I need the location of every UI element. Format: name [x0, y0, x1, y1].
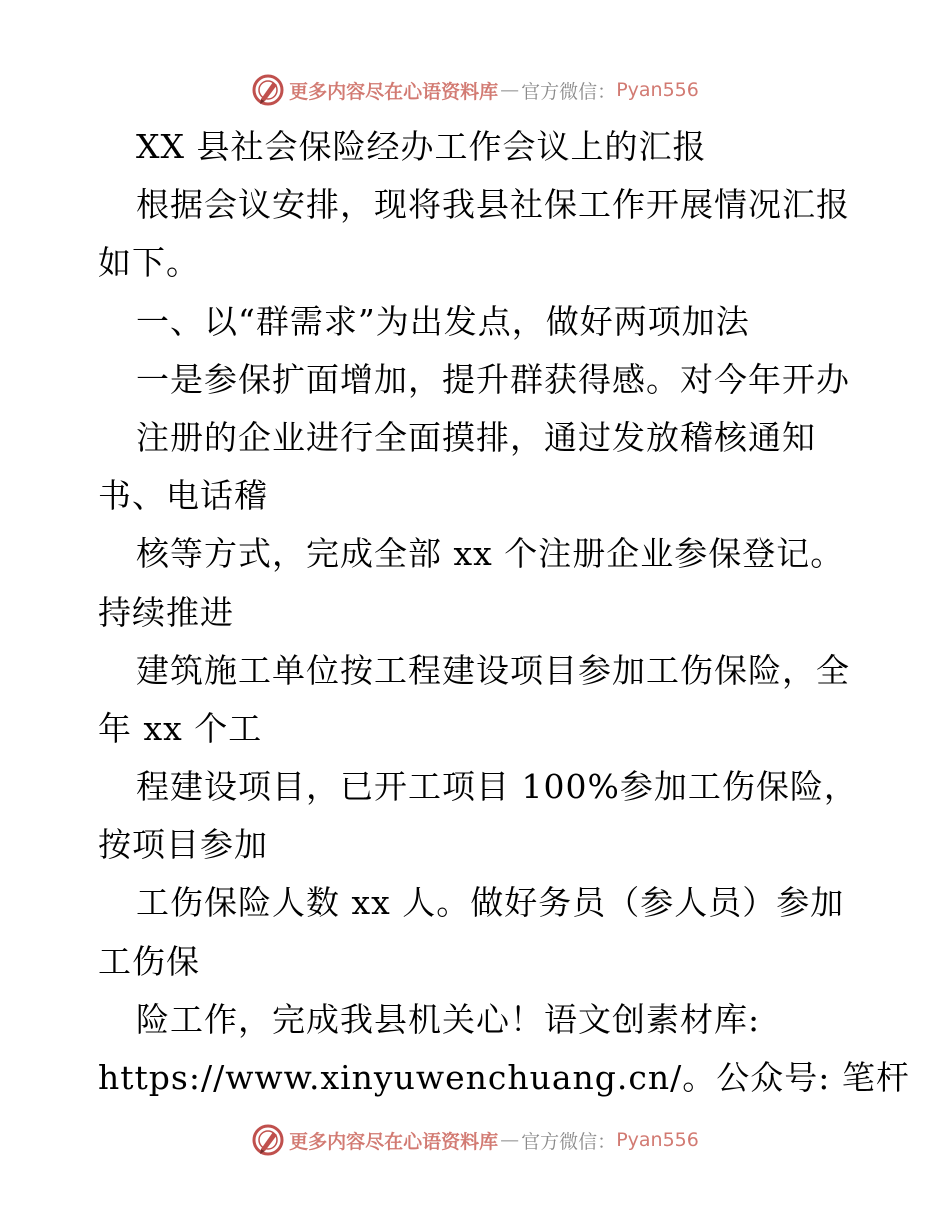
banner-contact-label: 官方微信：: [521, 1130, 617, 1153]
document-line: 注册的企业进行全面摸排，通过发放稽核通知: [136, 417, 816, 457]
footer-banner: [0, 1120, 950, 1160]
banner-brand-text: 更多内容尽在心语资料库: [289, 1130, 499, 1153]
document-line: 工伤保: [98, 941, 200, 981]
header-banner: [0, 70, 950, 110]
document-line: XX 县社会保险经办工作会议上的汇报: [136, 127, 707, 166]
banner-contact-label: 官方微信：: [521, 80, 617, 103]
document-line: 按项目参加: [98, 825, 268, 865]
banner-contact-handle: Pyan556: [616, 79, 699, 101]
document-body: [98, 118, 910, 1107]
banner-separator: —: [500, 79, 520, 101]
document-line: 一、以“群需求”为出发点，做好两项加法: [136, 301, 750, 341]
document-line: 险工作，完成我县机关心！语文创素材库:: [136, 999, 761, 1039]
document-line: 根据会议安排，现将我县社保工作开展情况汇报: [136, 185, 850, 225]
document-line: 年 xx 个工: [98, 708, 263, 748]
document-line: 如下。: [98, 243, 200, 283]
document-line: 持续推进: [98, 592, 234, 632]
banner-brand-text: 更多内容尽在心语资料库: [289, 80, 499, 103]
document-line: 建筑施工单位按工程建设项目参加工伤保险，全: [136, 650, 850, 690]
document-line: 核等方式，完成全部 xx 个注册企业参保登记。: [136, 534, 845, 574]
pen-logo-icon: [251, 1123, 285, 1157]
pen-logo-icon: [251, 73, 285, 107]
document-line: https://www.xinyuwenchuang.cn/。公众号: 笔杆: [98, 1058, 910, 1097]
banner-separator: —: [500, 1129, 520, 1151]
document-line: 一是参保扩面增加，提升群获得感。对今年开办: [136, 359, 850, 399]
document-line: 书、电话稽: [98, 476, 268, 516]
banner-contact-handle: Pyan556: [616, 1129, 699, 1151]
document-line: 程建设项目，已开工项目 100%参加工伤保险，: [136, 767, 858, 807]
document-line: 工伤保险人数 xx 人。做好务员（参人员）参加: [136, 883, 845, 923]
